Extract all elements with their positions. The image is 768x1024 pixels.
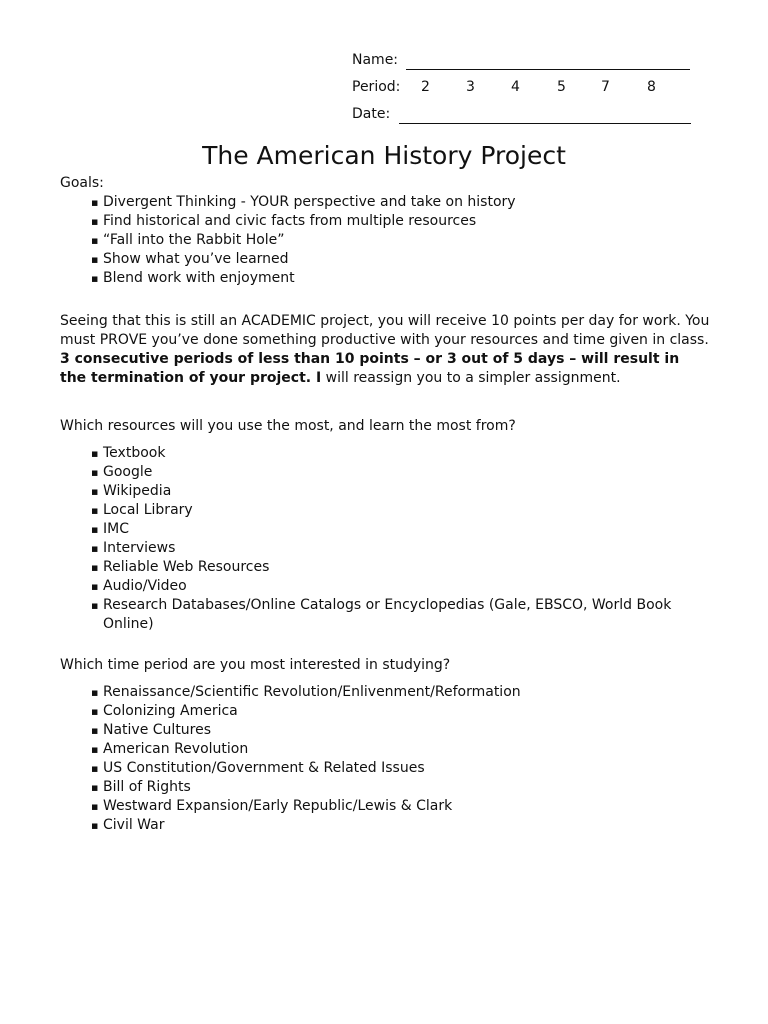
bullet-icon: ▪ bbox=[91, 580, 99, 593]
bullet-icon: ▪ bbox=[91, 743, 99, 756]
list-item-text: Native Cultures bbox=[103, 722, 212, 738]
goals-label: Goals: bbox=[60, 175, 104, 191]
bullet-icon: ▪ bbox=[91, 523, 99, 536]
list-item-text: Google bbox=[103, 464, 153, 480]
period-option[interactable]: 4 bbox=[511, 79, 520, 95]
list-item bbox=[60, 702, 710, 721]
period-option[interactable]: 2 bbox=[421, 79, 430, 95]
list-item-text: Westward Expansion/Early Republic/Lewis & Clark bbox=[103, 798, 453, 814]
list-item bbox=[60, 740, 710, 759]
resources-list bbox=[60, 444, 710, 634]
list-item-text: Local Library bbox=[103, 502, 193, 518]
list-item-text: Interviews bbox=[103, 540, 176, 556]
date-label: Date: bbox=[352, 106, 391, 122]
period-option[interactable]: 3 bbox=[466, 79, 475, 95]
list-item bbox=[60, 482, 710, 501]
bullet-icon: ▪ bbox=[91, 272, 99, 285]
list-item bbox=[60, 231, 710, 250]
instructions-paragraph bbox=[60, 312, 710, 388]
list-item bbox=[60, 269, 710, 288]
instructions-text-1: Seeing that this is still an ACADEMIC project, you will receive 10 points per day for work. You must PROVE you’ve done something productive with your resources and time given in class. bbox=[60, 313, 710, 348]
list-item-text: American Revolution bbox=[103, 741, 249, 757]
list-item-text: Blend work with enjoyment bbox=[103, 270, 295, 286]
list-item-text: Renaissance/Scientific Revolution/Enlivenment/Reformation bbox=[103, 684, 521, 700]
list-item-text: Textbook bbox=[103, 445, 166, 461]
list-item bbox=[60, 778, 710, 797]
list-item bbox=[60, 558, 710, 577]
instructions-warning: 3 consecutive periods of less than 10 points – or 3 out of 5 days – will result in the termination of your project. I bbox=[60, 351, 680, 386]
list-item bbox=[60, 759, 710, 778]
list-item-text: IMC bbox=[103, 521, 129, 537]
list-item-text: Research Databases/Online Catalogs or Encyclopedias (Gale, EBSCO, World Book Online) bbox=[103, 597, 672, 632]
bullet-icon: ▪ bbox=[91, 762, 99, 775]
time-periods-section bbox=[60, 656, 710, 835]
name-row bbox=[352, 50, 690, 70]
bullet-icon: ▪ bbox=[91, 215, 99, 228]
list-item-text: Reliable Web Resources bbox=[103, 559, 270, 575]
list-item bbox=[60, 577, 710, 596]
bullet-icon: ▪ bbox=[91, 542, 99, 555]
list-item bbox=[60, 816, 710, 835]
period-option[interactable]: 8 bbox=[647, 79, 656, 95]
list-item bbox=[60, 683, 710, 702]
period-option[interactable]: 7 bbox=[601, 79, 610, 95]
bullet-icon: ▪ bbox=[91, 599, 99, 612]
list-item bbox=[60, 501, 710, 520]
instructions-text-2: will reassign you to a simpler assignment. bbox=[321, 370, 621, 386]
list-item bbox=[60, 520, 710, 539]
bullet-icon: ▪ bbox=[91, 504, 99, 517]
time-periods-list bbox=[60, 683, 710, 835]
bullet-icon: ▪ bbox=[91, 447, 99, 460]
list-item bbox=[60, 193, 710, 212]
period-option[interactable]: 5 bbox=[557, 79, 566, 95]
bullet-icon: ▪ bbox=[91, 705, 99, 718]
list-item-text: Colonizing America bbox=[103, 703, 238, 719]
bullet-icon: ▪ bbox=[91, 253, 99, 266]
list-item-text: Civil War bbox=[103, 817, 165, 833]
list-item-text: Audio/Video bbox=[103, 578, 187, 594]
resources-question: Which resources will you use the most, and learn the most from? bbox=[60, 418, 516, 434]
goals-list bbox=[60, 193, 710, 288]
bullet-icon: ▪ bbox=[91, 686, 99, 699]
list-item bbox=[60, 463, 710, 482]
bullet-icon: ▪ bbox=[91, 819, 99, 832]
bullet-icon: ▪ bbox=[91, 561, 99, 574]
list-item bbox=[60, 797, 710, 816]
bullet-icon: ▪ bbox=[91, 781, 99, 794]
list-item bbox=[60, 212, 710, 231]
list-item-text: “Fall into the Rabbit Hole” bbox=[103, 232, 285, 248]
goals-section bbox=[60, 174, 710, 288]
time-periods-question: Which time period are you most interested in studying? bbox=[60, 657, 451, 673]
bullet-icon: ▪ bbox=[91, 234, 99, 247]
list-item-text: US Constitution/Government & Related Issues bbox=[103, 760, 425, 776]
name-label: Name: bbox=[352, 52, 399, 68]
list-item-text: Bill of Rights bbox=[103, 779, 191, 795]
bullet-icon: ▪ bbox=[91, 196, 99, 209]
list-item bbox=[60, 721, 710, 740]
bullet-icon: ▪ bbox=[91, 485, 99, 498]
resources-section bbox=[60, 417, 710, 634]
period-row bbox=[352, 77, 656, 97]
list-item-text: Show what you’ve learned bbox=[103, 251, 289, 267]
list-item bbox=[60, 596, 710, 634]
list-item bbox=[60, 539, 710, 558]
instructions-section bbox=[60, 312, 710, 388]
bullet-icon: ▪ bbox=[91, 724, 99, 737]
name-field-line[interactable] bbox=[406, 55, 690, 70]
page-title: The American History Project bbox=[202, 141, 566, 170]
date-row bbox=[352, 104, 691, 124]
list-item-text: Divergent Thinking - YOUR perspective and take on history bbox=[103, 194, 516, 210]
period-label: Period: bbox=[352, 79, 401, 95]
bullet-icon: ▪ bbox=[91, 466, 99, 479]
list-item bbox=[60, 250, 710, 269]
list-item-text: Find historical and civic facts from multiple resources bbox=[103, 213, 477, 229]
bullet-icon: ▪ bbox=[91, 800, 99, 813]
list-item-text: Wikipedia bbox=[103, 483, 172, 499]
date-field-line[interactable] bbox=[399, 109, 691, 124]
list-item bbox=[60, 444, 710, 463]
